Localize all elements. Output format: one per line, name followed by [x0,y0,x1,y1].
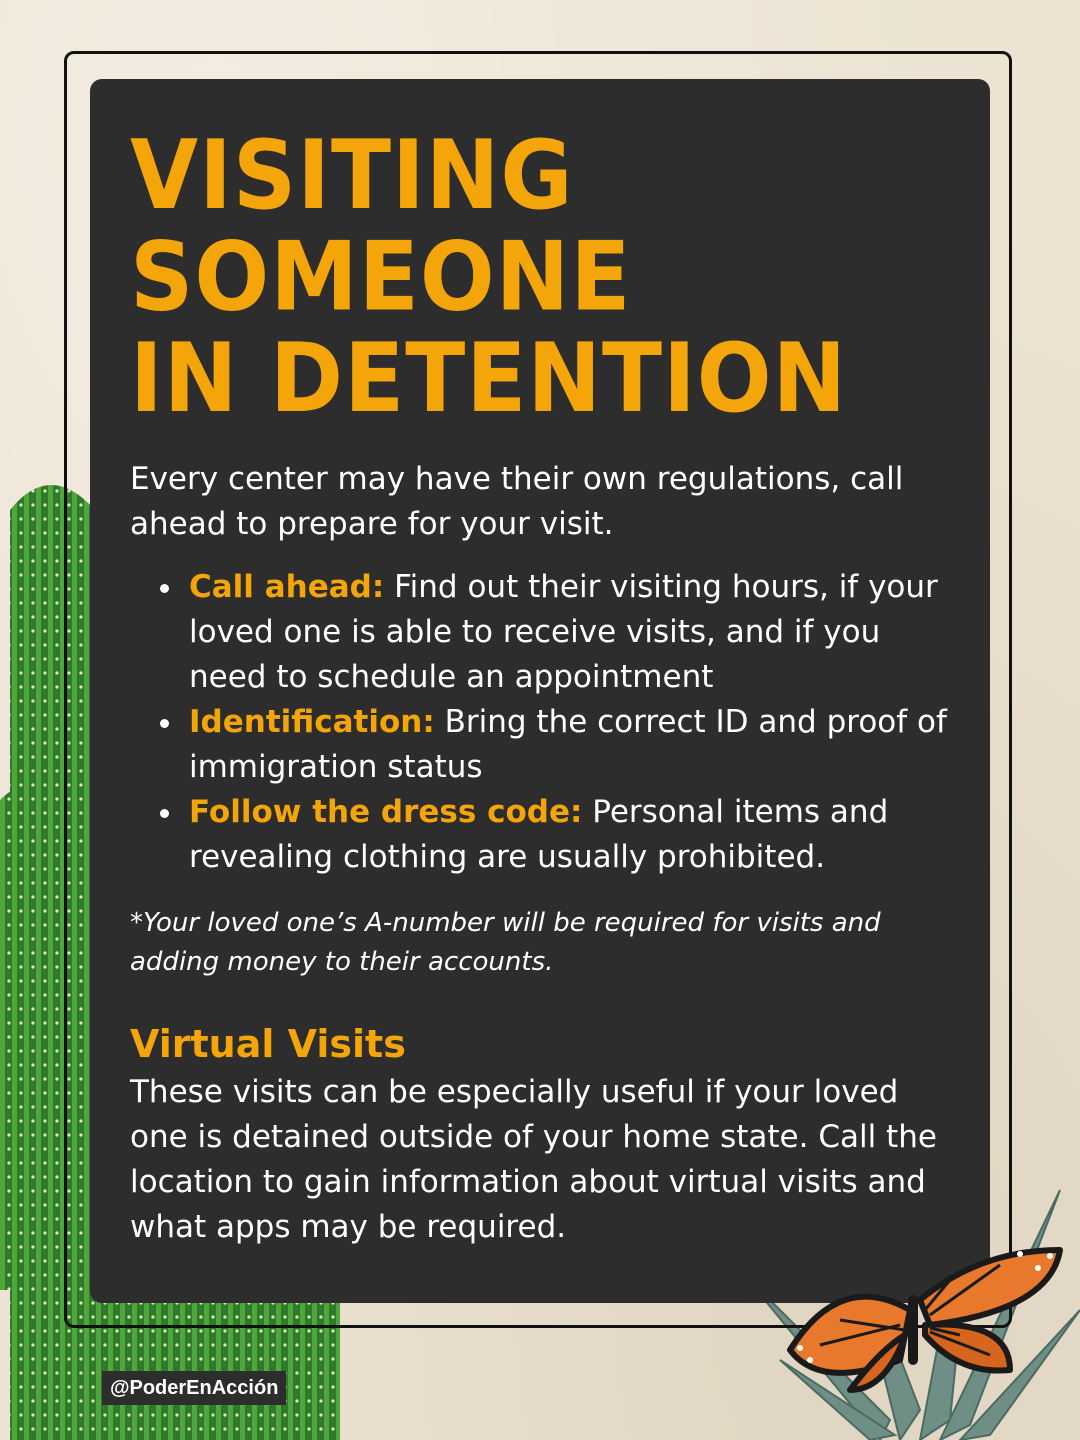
butterfly-illustration [780,1240,1070,1400]
page-title [130,119,950,434]
tips-list [130,565,950,880]
social-handle: @PoderEnAcción [102,1371,286,1405]
a-number-note: *Your loved one’s A-number will be required for visits and adding money to their accounts. [130,908,881,977]
tip-text: Bring the correct ID and proof of immigration status [189,704,947,785]
virtual-visits-text: These visits can be especially useful if your loved one is detained outside of your home state. Call the location to gain information about virtual visits and what apps may be required. [130,1074,937,1245]
list-item [189,565,950,700]
tip-label: Call ahead: [189,569,385,605]
list-item [189,790,950,880]
info-card [90,79,990,1303]
virtual-visits-heading: Virtual Visits [130,1022,406,1066]
intro-text: Every center may have their own regulations, call ahead to prepare for your visit. [130,461,904,542]
title-line-1: VISITING SOMEONE [130,119,632,333]
list-item [189,700,950,790]
tip-label: Identification: [189,704,435,740]
title-line-2: IN DETENTION [130,322,848,434]
tip-label: Follow the dress code: [189,794,583,830]
tip-text: Personal items and revealing clothing are usually prohibited. [189,794,889,875]
tip-text: Find out their visiting hours, if your loved one is able to receive visits, and if you need to schedule an appointment [189,569,938,695]
